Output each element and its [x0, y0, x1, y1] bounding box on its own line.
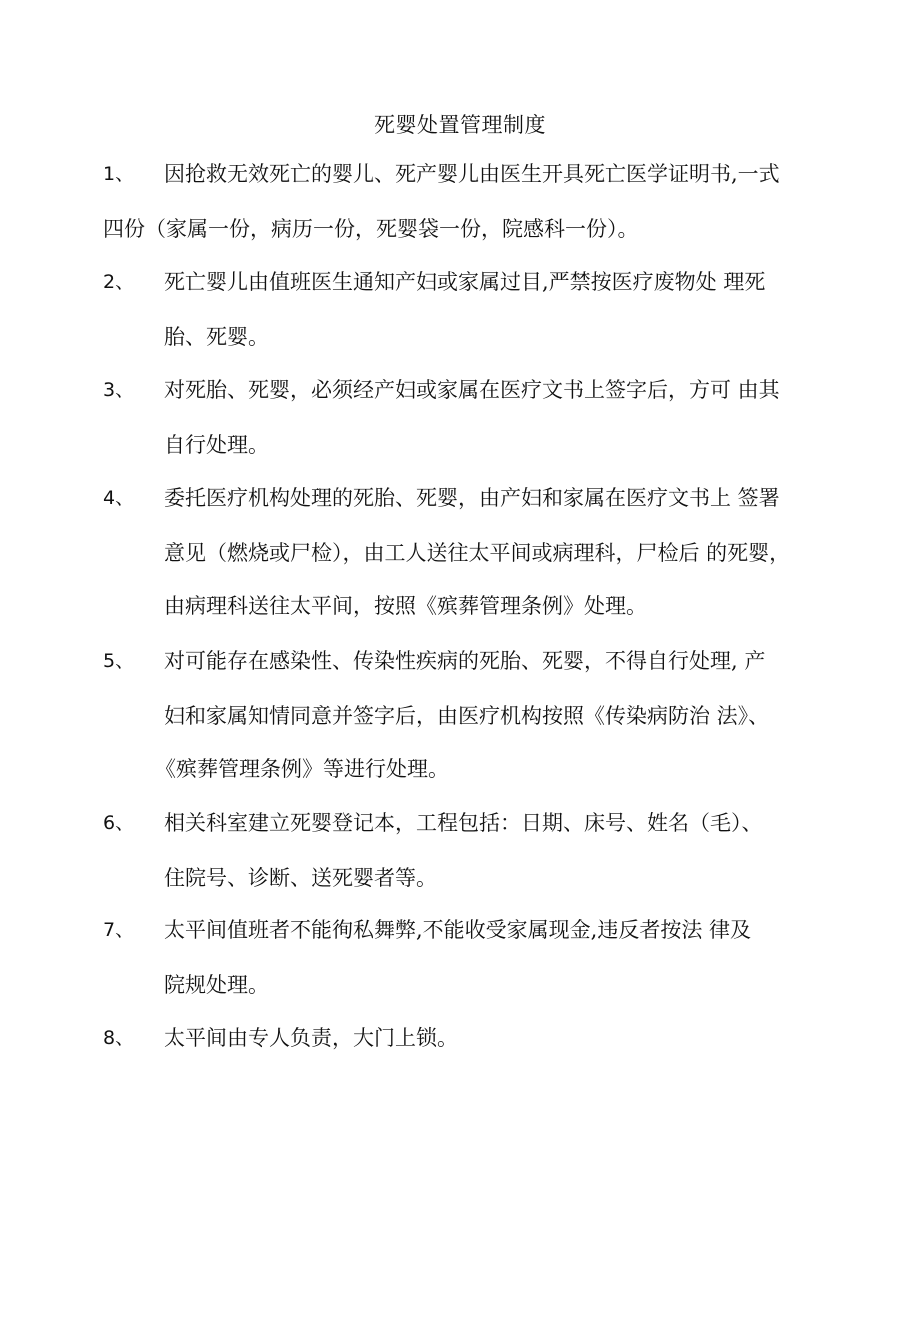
- item-number: 2、: [103, 271, 135, 293]
- item-number: 3、: [103, 379, 135, 401]
- item-text-line: 意见（燃烧或尸检），由工人送往太平间或病理科，尸检后 的死婴，: [164, 541, 791, 565]
- item-text-line: 太平间值班者不能徇私舞弊,不能收受家属现金,违反者按法 律及: [164, 918, 752, 942]
- item-text-line: 对死胎、死婴，必须经产妇或家属在医疗文书上签字后，方可 由其: [164, 378, 780, 402]
- item-number: 8、: [103, 1027, 135, 1049]
- item-number: 6、: [103, 812, 135, 834]
- item-number: 5、: [103, 650, 135, 672]
- item-text-line: 四份（家属一份，病历一份，死婴袋一份，院感科一份）。: [103, 217, 639, 241]
- item-text-line: 院规处理。: [164, 973, 269, 997]
- item-text-line: 委托医疗机构处理的死胎、死婴，由产妇和家属在医疗文书上 签署: [164, 486, 780, 510]
- item-text-line: 住院号、诊断、送死婴者等。: [164, 866, 437, 890]
- item-text-line: 自行处理。: [164, 433, 269, 457]
- item-text-line: 死亡婴儿由值班医生通知产妇或家属过目,严禁按医疗废物处 理死: [164, 270, 766, 294]
- item-number: 7、: [103, 919, 135, 941]
- item-text-line: 由病理科送往太平间，按照《殡葬管理条例》处理。: [164, 594, 647, 618]
- item-text-line: 妇和家属知情同意并签字后，由医疗机构按照《传染病防治 法》、: [164, 704, 770, 728]
- item-text-line: 胎、死婴。: [164, 325, 269, 349]
- item-text-line: 太平间由专人负责，大门上锁。: [164, 1026, 458, 1050]
- item-text-line: 对可能存在感染性、传染性疾病的死胎、死婴，不得自行处理, 产: [164, 649, 766, 673]
- item-text-line: 相关科室建立死婴登记本，工程包括：日期、床号、姓名（毛）、: [164, 811, 763, 835]
- item-text-line: 《殡葬管理条例》等进行处理。: [155, 757, 449, 781]
- document-title: 死婴处置管理制度: [374, 113, 546, 137]
- item-number: 1、: [103, 163, 135, 185]
- item-number: 4、: [103, 487, 135, 509]
- item-text-line: 因抢救无效死亡的婴儿、死产婴儿由医生开具死亡医学证明书,一式: [164, 162, 780, 186]
